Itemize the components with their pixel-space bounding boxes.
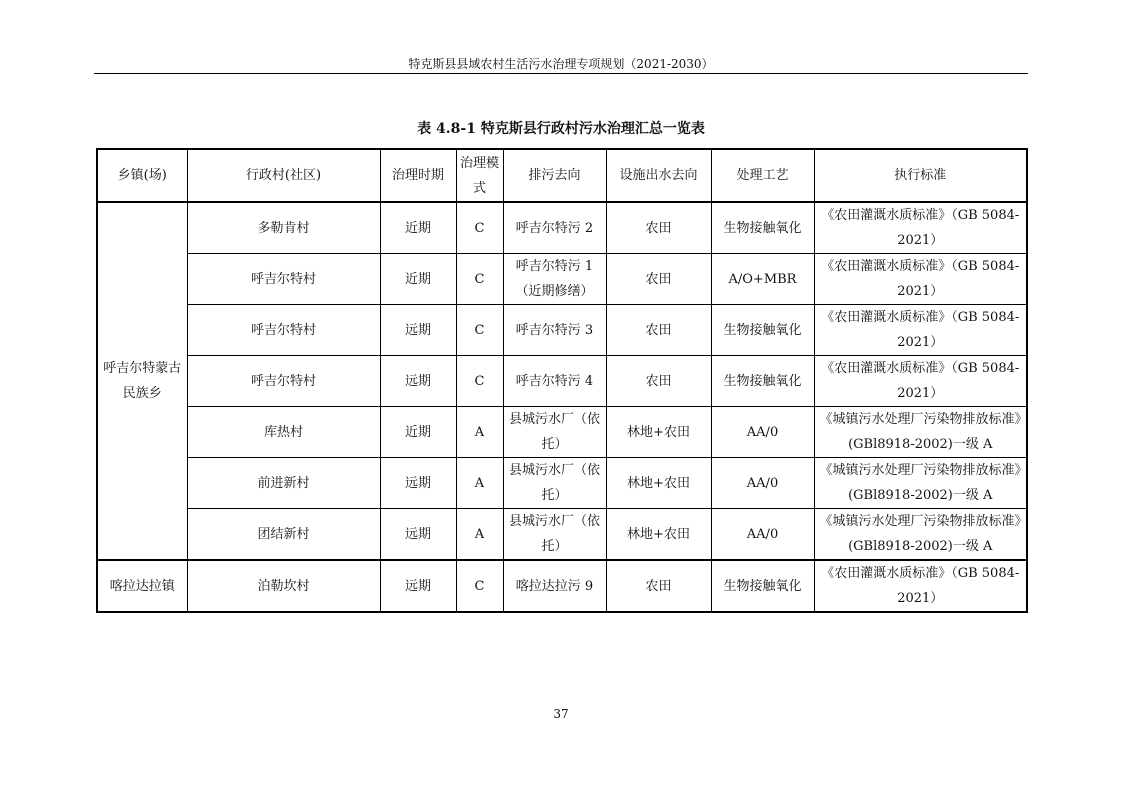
standard-cell: 《城镇污水处理厂污染物排放标准》(GBl8918-2002)一级 A xyxy=(814,407,1027,458)
header-row xyxy=(97,149,1027,202)
table-row xyxy=(97,305,1027,356)
outlet-cell: 林地+农田 xyxy=(606,458,711,509)
standard-cell: 《农田灌溉水质标准》（GB 5084-2021） xyxy=(814,560,1027,612)
column-header: 乡镇(场) xyxy=(97,149,187,202)
table-container xyxy=(96,148,1026,613)
process-cell: 生物接触氧化 xyxy=(711,560,814,612)
period-cell: 近期 xyxy=(380,202,456,254)
standard-cell: 《农田灌溉水质标准》（GB 5084-2021） xyxy=(814,202,1027,254)
process-cell: 生物接触氧化 xyxy=(711,202,814,254)
period-cell: 远期 xyxy=(380,356,456,407)
period-cell: 远期 xyxy=(380,305,456,356)
outlet-cell: 农田 xyxy=(606,254,711,305)
village-cell: 呼吉尔特村 xyxy=(187,305,380,356)
discharge-cell: 县城污水厂（依托） xyxy=(503,509,606,561)
period-cell: 远期 xyxy=(380,458,456,509)
discharge-cell: 呼吉尔特污 1（近期修缮） xyxy=(503,254,606,305)
table-row xyxy=(97,509,1027,561)
mode-cell: A xyxy=(456,509,503,561)
table-row xyxy=(97,560,1027,612)
period-cell: 近期 xyxy=(380,407,456,458)
township-cell: 呼吉尔特蒙古民族乡 xyxy=(97,202,187,560)
village-cell: 泊勒坎村 xyxy=(187,560,380,612)
outlet-cell: 农田 xyxy=(606,202,711,254)
outlet-cell: 农田 xyxy=(606,560,711,612)
standard-cell: 《农田灌溉水质标准》（GB 5084-2021） xyxy=(814,356,1027,407)
table-row xyxy=(97,356,1027,407)
column-header: 排污去向 xyxy=(503,149,606,202)
mode-cell: C xyxy=(456,202,503,254)
outlet-cell: 林地+农田 xyxy=(606,407,711,458)
outlet-cell: 农田 xyxy=(606,305,711,356)
standard-cell: 《城镇污水处理厂污染物排放标准》(GBl8918-2002)一级 A xyxy=(814,509,1027,561)
column-header: 设施出水去向 xyxy=(606,149,711,202)
column-header: 执行标准 xyxy=(814,149,1027,202)
column-header: 治理时期 xyxy=(380,149,456,202)
process-cell: 生物接触氧化 xyxy=(711,356,814,407)
village-cell: 前进新村 xyxy=(187,458,380,509)
process-cell: AA/0 xyxy=(711,407,814,458)
table-title: 表 4.8-1 特克斯县行政村污水治理汇总一览表 xyxy=(417,121,705,137)
column-header: 处理工艺 xyxy=(711,149,814,202)
discharge-cell: 县城污水厂（依托） xyxy=(503,458,606,509)
village-cell: 呼吉尔特村 xyxy=(187,356,380,407)
process-cell: AA/0 xyxy=(711,509,814,561)
village-cell: 库热村 xyxy=(187,407,380,458)
running-header: 特克斯县县域农村生活污水治理专项规划（2021-2030） xyxy=(408,57,714,71)
mode-cell: C xyxy=(456,305,503,356)
village-cell: 多勒肯村 xyxy=(187,202,380,254)
discharge-cell: 喀拉达拉污 9 xyxy=(503,560,606,612)
village-cell: 呼吉尔特村 xyxy=(187,254,380,305)
table-row xyxy=(97,254,1027,305)
mode-cell: A xyxy=(456,458,503,509)
process-cell: A/O+MBR xyxy=(711,254,814,305)
discharge-cell: 县城污水厂（依托） xyxy=(503,407,606,458)
mode-cell: C xyxy=(456,560,503,612)
table-row xyxy=(97,202,1027,254)
page-number: 37 xyxy=(553,707,569,721)
column-header: 行政村(社区) xyxy=(187,149,380,202)
header-rule xyxy=(94,73,1028,74)
period-cell: 近期 xyxy=(380,254,456,305)
standard-cell: 《农田灌溉水质标准》（GB 5084-2021） xyxy=(814,254,1027,305)
standard-cell: 《农田灌溉水质标准》（GB 5084-2021） xyxy=(814,305,1027,356)
discharge-cell: 呼吉尔特污 2 xyxy=(503,202,606,254)
process-cell: AA/0 xyxy=(711,458,814,509)
discharge-cell: 呼吉尔特污 3 xyxy=(503,305,606,356)
mode-cell: C xyxy=(456,254,503,305)
mode-cell: C xyxy=(456,356,503,407)
township-cell: 喀拉达拉镇 xyxy=(97,560,187,612)
outlet-cell: 农田 xyxy=(606,356,711,407)
process-cell: 生物接触氧化 xyxy=(711,305,814,356)
summary-table xyxy=(96,148,1028,613)
table-row xyxy=(97,458,1027,509)
mode-cell: A xyxy=(456,407,503,458)
column-header: 治理模式 xyxy=(456,149,503,202)
village-cell: 团结新村 xyxy=(187,509,380,561)
period-cell: 远期 xyxy=(380,560,456,612)
discharge-cell: 呼吉尔特污 4 xyxy=(503,356,606,407)
table-row xyxy=(97,407,1027,458)
outlet-cell: 林地+农田 xyxy=(606,509,711,561)
standard-cell: 《城镇污水处理厂污染物排放标准》(GBl8918-2002)一级 A xyxy=(814,458,1027,509)
period-cell: 远期 xyxy=(380,509,456,561)
